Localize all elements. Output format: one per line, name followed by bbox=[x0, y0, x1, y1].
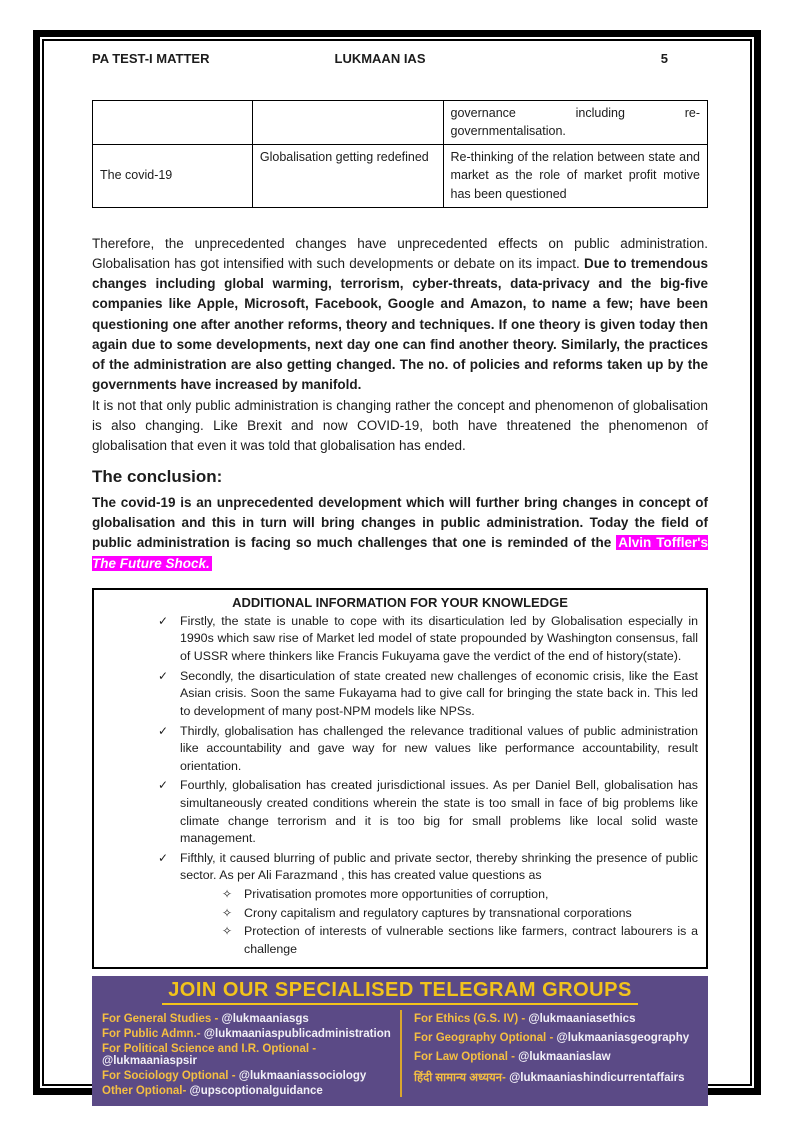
header-page-number: 5 bbox=[660, 51, 668, 66]
page-border-outer bbox=[33, 30, 761, 1098]
diamond-icon: ✧ bbox=[222, 905, 233, 920]
header-test-title: PA TEST-I MATTER bbox=[92, 51, 210, 66]
telegram-group-item bbox=[414, 1013, 698, 1025]
group-label: For Law Optional - bbox=[414, 1051, 519, 1064]
sub-bullet-item bbox=[102, 886, 698, 904]
sub-bullet-text: Crony capitalism and regulatory captures by transnational corporations bbox=[244, 905, 632, 920]
bullet-list bbox=[102, 613, 698, 959]
telegram-group-item bbox=[102, 1070, 400, 1082]
table-cell-change bbox=[252, 101, 443, 145]
body-text bbox=[92, 234, 708, 574]
checkmark-icon: ✓ bbox=[158, 723, 169, 738]
table-cell-impact: governance including re-governmentalisation. bbox=[443, 101, 707, 145]
bullet-text: Thirdly, globalisation has challenged the relevance traditional values of public administration like accountability and gave way for new values like performance accountability, result orientation. bbox=[180, 723, 698, 773]
telegram-group-item bbox=[414, 1032, 698, 1044]
telegram-group-item bbox=[102, 1013, 400, 1025]
sub-bullet-text: Privatisation promotes more opportunities of corruption, bbox=[244, 887, 549, 902]
highlight-book-title: The Future Shock. bbox=[92, 555, 210, 571]
group-handle: @lukmaaniasgeography bbox=[556, 1032, 690, 1045]
checkmark-icon: ✓ bbox=[158, 613, 169, 628]
diamond-icon: ✧ bbox=[222, 887, 233, 902]
table-row bbox=[93, 145, 708, 207]
page-border-inner bbox=[42, 39, 752, 1098]
conclusion-paragraph bbox=[92, 493, 708, 574]
bullet-text: Firstly, the state is unable to cope with its disarticulation led by Globalisation especially in 1990s which saw rise of Market led model of state propounded by Washington consensus, fall of USSR where thinkers like Francis Fukuyama gave the verdict of the end of history(state). bbox=[180, 613, 698, 664]
group-handle: @lukmaaniaspublicadministration bbox=[203, 1028, 391, 1041]
bullet-item bbox=[102, 777, 698, 847]
telegram-group-item bbox=[414, 1070, 698, 1085]
group-label: For Sociology Optional - bbox=[102, 1070, 239, 1083]
page-header bbox=[92, 51, 708, 66]
group-label: For Public Admn.- bbox=[102, 1028, 204, 1041]
banner-title: JOIN OUR SPECIALISED TELEGRAM GROUPS bbox=[162, 979, 638, 1005]
telegram-group-item bbox=[102, 1028, 400, 1040]
conclusion-text: The covid-19 is an unprecedented development which will further bring changes in concept of globalisation and this in turn will bring changes in public administration. Today the field of public administration is facing so much challenges that one is reminded of the bbox=[92, 494, 708, 551]
bullet-item bbox=[102, 613, 698, 666]
header-institute-name: LUKMAAN IAS bbox=[334, 51, 426, 66]
checkmark-icon: ✓ bbox=[158, 850, 169, 865]
telegram-group-item bbox=[102, 1043, 400, 1067]
bullet-item bbox=[102, 850, 698, 885]
group-label: हिंदी सामान्य अध्ययन- bbox=[414, 1072, 510, 1085]
table-cell-change: Globalisation getting redefined bbox=[252, 145, 443, 207]
group-label: Other Optional- bbox=[102, 1085, 190, 1098]
group-label: For Political Science and I.R. Optional - bbox=[102, 1043, 317, 1056]
group-label: For General Studies - bbox=[102, 1013, 222, 1026]
sub-bullet-item bbox=[102, 905, 698, 923]
group-handle: @lukmaaniassociology bbox=[238, 1070, 367, 1083]
bullet-item bbox=[102, 723, 698, 776]
group-handle: @lukmaaniaslaw bbox=[518, 1051, 611, 1064]
banner-right-column bbox=[400, 1010, 698, 1097]
group-label: For Ethics (G.S. IV) - bbox=[414, 1013, 529, 1026]
bullet-text: Secondly, the disarticulation of state created new challenges of economic crisis, like the East Asian crisis. Soon the same Fukayama had to give call for bringing the state back in. This led to development of many post-NPM models like NPSs. bbox=[180, 668, 698, 718]
paragraph-globalisation-changing: It is not that only public administration is changing rather the concept and phenomenon of globalisation is also changing. Like Brexit and now COVID-19, both have threatened the phenomenon of globalisation that even it was told that globalisation has ended. bbox=[92, 397, 708, 454]
conclusion-heading: The conclusion: bbox=[92, 467, 223, 487]
banner-columns bbox=[102, 1010, 698, 1097]
banner-title-wrap bbox=[102, 979, 698, 1005]
checkmark-icon: ✓ bbox=[158, 668, 169, 683]
group-handle: @lukmaaniasgs bbox=[221, 1013, 309, 1026]
diamond-icon: ✧ bbox=[222, 924, 233, 939]
table-cell-impact: Re-thinking of the relation between state and market as the role of market profit motive has been questioned bbox=[443, 145, 707, 207]
group-handle: @lukmaaniashindicurrentaffairs bbox=[509, 1072, 685, 1085]
bullet-text: Fourthly, globalisation has created jurisdictional issues. As per Daniel Bell, globalisation has simultaneously created conditions wherein the state is too small in face of big problems like climate change terrorism and it is too big for small problems like local solid waste management. bbox=[180, 778, 698, 846]
group-label: For Geography Optional - bbox=[414, 1032, 557, 1045]
highlight-author: Alvin Toffler's bbox=[618, 535, 708, 551]
group-handle: @lukmaaniasethics bbox=[528, 1013, 636, 1026]
additional-info-box bbox=[92, 588, 708, 970]
table-cell-topic bbox=[93, 101, 253, 145]
group-handle: @upscoptionalguidance bbox=[189, 1085, 323, 1098]
telegram-banner bbox=[92, 976, 708, 1106]
bullet-text: Fifthly, it caused blurring of public and private sector, thereby shrinking the presence of public sector. As per Ali Farazmand , this has created value questions as bbox=[180, 850, 698, 883]
table-cell-topic: The covid-19 bbox=[93, 145, 253, 207]
table-row bbox=[93, 101, 708, 145]
telegram-group-item bbox=[102, 1085, 400, 1097]
checkmark-icon: ✓ bbox=[158, 778, 169, 793]
bullet-item bbox=[102, 668, 698, 721]
paragraph-intro-normal: Therefore, the unprecedented changes have unprecedented effects on public administration. Globalisation has got intensified with such developments or debate on its impact. bbox=[92, 235, 708, 271]
sub-bullet-text: Protection of interests of vulnerable sections like farmers, contract labourers is a challenge bbox=[244, 924, 698, 956]
sub-bullet-item bbox=[102, 923, 698, 958]
paragraph-intro bbox=[92, 234, 708, 396]
summary-table bbox=[92, 100, 708, 208]
paragraph-intro-bold: Due to tremendous changes including global warming, terrorism, cyber-threats, data-privacy and the big-five companies like Apple, Microsoft, Facebook, Google and Amazon, to name a few; have been questioning one after another reforms, theory and techniques. If one theory is given today then again due to some developments, next day one can find another theory. Similarly, the practices of the administration are also getting changed. The no. of policies and reforms taken up by the governments have increased by manifold. bbox=[92, 255, 708, 393]
telegram-group-item bbox=[414, 1051, 698, 1063]
banner-left-column bbox=[102, 1010, 400, 1097]
info-box-title: ADDITIONAL INFORMATION FOR YOUR KNOWLEDGE bbox=[232, 594, 568, 610]
group-handle: @lukmaaniaspsir bbox=[102, 1055, 197, 1068]
